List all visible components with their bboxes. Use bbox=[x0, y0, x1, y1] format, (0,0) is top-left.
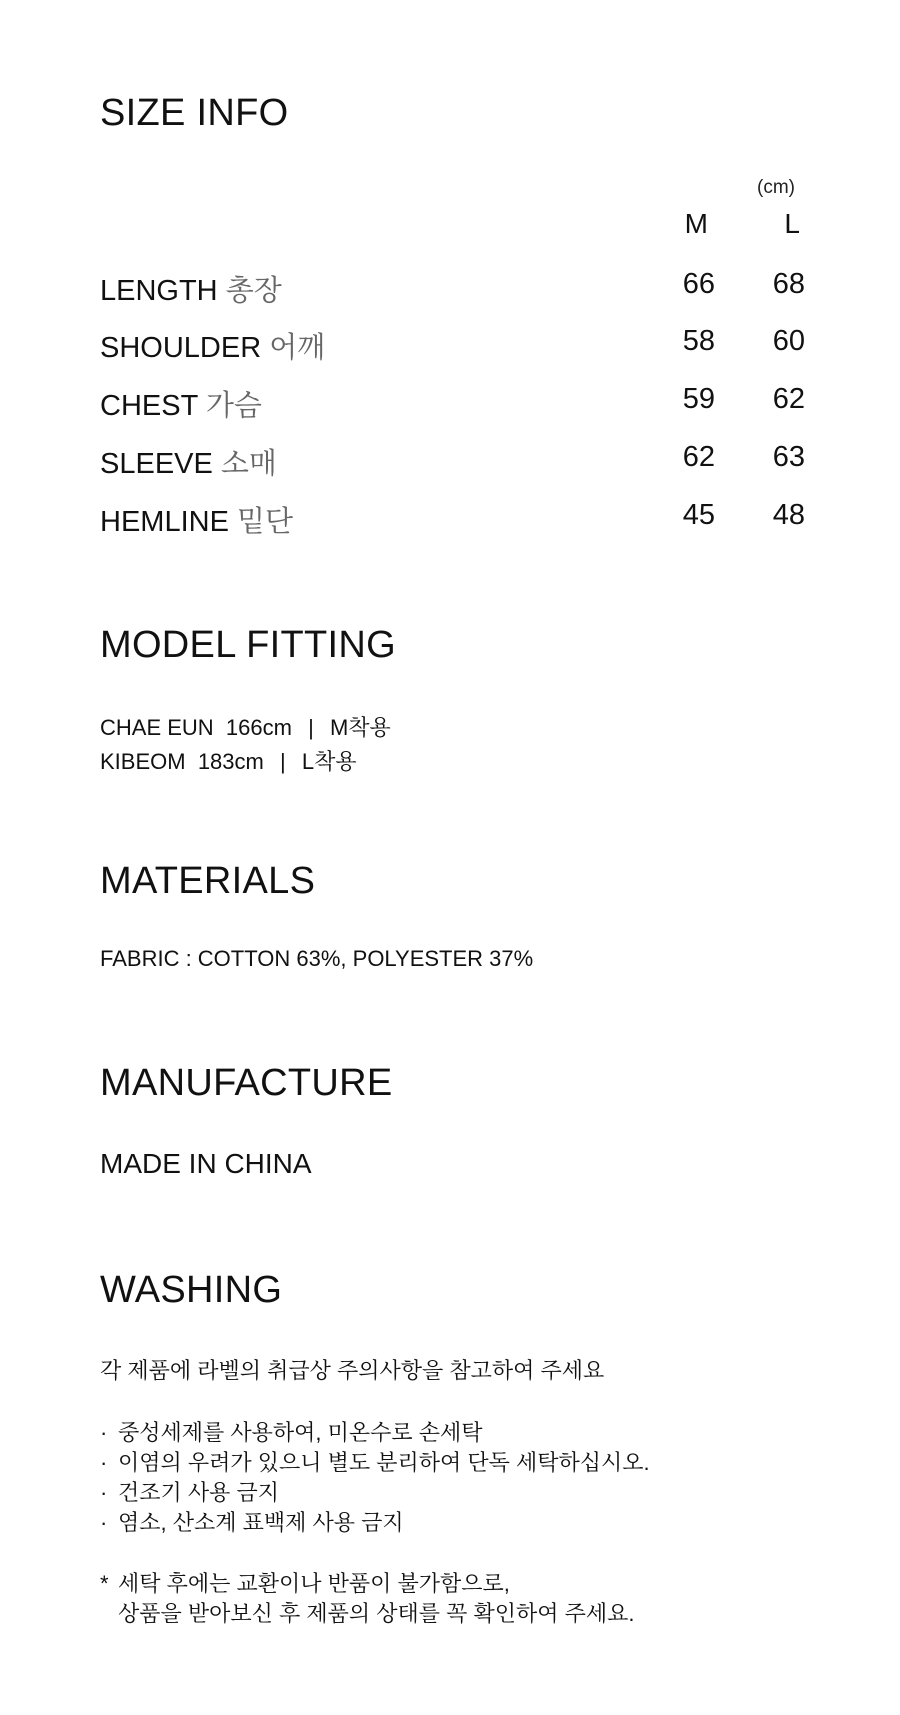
size-label-en: LENGTH bbox=[100, 275, 218, 307]
model-name: KIBEOM bbox=[100, 749, 186, 774]
size-info-title: SIZE INFO bbox=[100, 92, 289, 134]
bullet-symbol: · bbox=[100, 1510, 108, 1535]
bullet-text: 중성세제를 사용하여, 미온수로 손세탁 bbox=[118, 1420, 483, 1445]
bullet-text: 건조기 사용 금지 bbox=[118, 1480, 279, 1505]
washing-bullet bbox=[100, 1476, 279, 1507]
model-separator: | bbox=[308, 715, 314, 740]
model-fitting-title: MODEL FITTING bbox=[100, 624, 396, 666]
size-value-m: 59 bbox=[682, 383, 715, 415]
size-value-l: 60 bbox=[772, 325, 805, 357]
bullet-symbol: · bbox=[100, 1480, 108, 1505]
note-text: 세탁 후에는 교환이나 반품이 불가함으로, bbox=[118, 1571, 510, 1596]
washing-bullet bbox=[100, 1416, 482, 1447]
washing-note bbox=[100, 1567, 510, 1598]
model-height: 166cm bbox=[225, 715, 292, 740]
size-value-m: 45 bbox=[682, 499, 715, 531]
column-header-m: M bbox=[684, 208, 708, 239]
size-label-ko: 총장 bbox=[225, 275, 282, 307]
size-value-l: 48 bbox=[772, 499, 805, 531]
size-value-l: 68 bbox=[772, 268, 805, 300]
size-value-m: 66 bbox=[682, 268, 715, 300]
note-text: 상품을 받아보신 후 제품의 상태를 꼭 확인하여 주세요. bbox=[118, 1601, 635, 1626]
manufacture-text: MADE IN CHINA bbox=[100, 1148, 312, 1179]
bullet-text: 이염의 우려가 있으니 별도 분리하여 단독 세탁하십시오. bbox=[118, 1450, 650, 1475]
bullet-text: 염소, 산소계 표백제 사용 금지 bbox=[118, 1510, 404, 1535]
washing-bullet bbox=[100, 1446, 650, 1477]
model-line bbox=[100, 711, 391, 742]
model-fit: M착용 bbox=[329, 715, 391, 740]
note-symbol: * bbox=[100, 1571, 109, 1596]
materials-title: MATERIALS bbox=[100, 860, 316, 902]
bullet-symbol: · bbox=[100, 1420, 108, 1445]
washing-title: WASHING bbox=[100, 1269, 283, 1311]
size-row-chest bbox=[100, 383, 805, 423]
size-label-en: SHOULDER bbox=[100, 332, 262, 364]
model-line bbox=[100, 745, 357, 776]
size-row-sleeve bbox=[100, 441, 805, 481]
size-value-m: 62 bbox=[682, 441, 715, 473]
manufacture-title: MANUFACTURE bbox=[100, 1062, 393, 1104]
model-separator: | bbox=[279, 749, 286, 774]
size-label-en: HEMLINE bbox=[100, 506, 229, 538]
size-label-en: SLEEVE bbox=[100, 448, 213, 480]
size-row-hemline bbox=[100, 499, 805, 539]
size-row-shoulder bbox=[100, 325, 805, 365]
column-header-l: L bbox=[784, 208, 800, 239]
model-height: 183cm bbox=[197, 749, 264, 774]
size-row-length bbox=[100, 268, 805, 308]
size-value-l: 62 bbox=[772, 383, 805, 415]
size-label-ko: 가슴 bbox=[205, 390, 262, 422]
unit-label: (cm) bbox=[757, 177, 795, 198]
materials-text: FABRIC : COTTON 63%, POLYESTER 37% bbox=[100, 946, 534, 971]
washing-bullet bbox=[100, 1506, 404, 1537]
size-label-ko: 밑단 bbox=[236, 506, 294, 538]
bullet-symbol: · bbox=[100, 1450, 108, 1475]
size-label-ko: 소매 bbox=[220, 448, 277, 480]
washing-intro: 각 제품에 라벨의 취급상 주의사항을 참고하여 주세요 bbox=[100, 1358, 605, 1383]
size-label-en: CHEST bbox=[100, 390, 198, 422]
size-value-m: 58 bbox=[682, 325, 715, 357]
washing-note-continued bbox=[100, 1597, 634, 1628]
model-fit: L착용 bbox=[301, 749, 357, 774]
size-label-ko: 어깨 bbox=[269, 332, 326, 364]
size-value-l: 63 bbox=[772, 441, 805, 473]
model-name: CHAE EUN bbox=[100, 715, 214, 740]
